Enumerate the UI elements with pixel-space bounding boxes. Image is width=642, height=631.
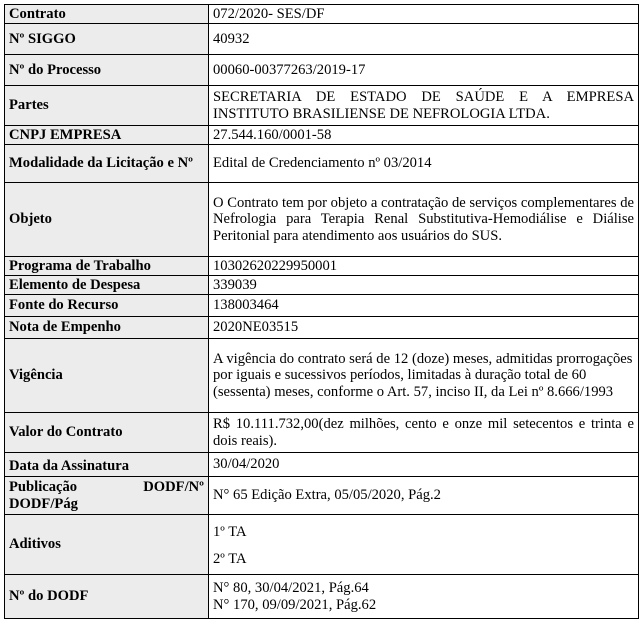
value-aditivos: [209, 515, 639, 575]
row-publicacao: [5, 477, 639, 515]
row-processo: [5, 55, 639, 86]
label-programa: Programa de Trabalho: [5, 257, 209, 276]
value-processo: 00060-00377263/2019-17: [209, 55, 639, 86]
value-fonte: 138003464: [209, 295, 639, 317]
value-vigencia: A vigência do contrato será de 12 (doze) meses, admitidas prorrogações por iguais e sucessivos períodos, limitadas à duração total de 60 (sessenta) meses, conforme o Art. 57, inciso II, da Lei nº 8.666/1993: [209, 339, 639, 413]
value-publicacao: N° 65 Edição Extra, 05/05/2020, Pág.2: [209, 477, 639, 515]
value-cnpj: 27.544.160/0001-58: [209, 126, 639, 145]
publicacao-label-b: DODF/Nº: [143, 479, 204, 495]
label-contrato: Contrato: [5, 5, 209, 24]
row-elemento: [5, 276, 639, 295]
aditivo-item: 1º TA: [213, 524, 247, 540]
row-fonte: [5, 295, 639, 317]
value-objeto: O Contrato tem por objeto a contratação de serviços complementares de Nefrologia para Terapia Renal Substitutiva-Hemodiálise e Diálise Peritonial para atendimento aos usuários do SUS.: [209, 183, 639, 257]
contract-summary-table: [4, 4, 639, 619]
row-modalidade: [5, 145, 639, 183]
label-dodf: Nº do DODF: [5, 575, 209, 619]
publicacao-label-line: [9, 479, 204, 496]
aditivo-item: 2º TA: [213, 550, 247, 567]
value-valor: R$ 10.111.732,00(dez milhões, cento e onze mil setecentos e trinta e dois reais).: [209, 413, 639, 453]
row-assinatura: [5, 453, 639, 477]
publicacao-label-c: DODF/Pág: [9, 495, 78, 512]
row-valor: [5, 413, 639, 453]
label-partes: Partes: [5, 86, 209, 126]
value-dodf: [209, 575, 639, 619]
label-modalidade: Modalidade da Licitação e Nº: [5, 145, 209, 183]
label-objeto: Objeto: [5, 183, 209, 257]
label-elemento: Elemento de Despesa: [5, 276, 209, 295]
value-contrato: 072/2020- SES/DF: [209, 5, 639, 24]
label-empenho: Nota de Empenho: [5, 317, 209, 339]
row-dodf: [5, 575, 639, 619]
row-siggo: [5, 24, 639, 55]
label-aditivos: Aditivos: [5, 515, 209, 575]
row-aditivos: [5, 515, 639, 575]
row-partes: [5, 86, 639, 126]
value-modalidade: Edital de Credenciamento nº 03/2014: [209, 145, 639, 183]
label-valor: Valor do Contrato: [5, 413, 209, 453]
row-objeto: [5, 183, 639, 257]
value-siggo: 40932: [209, 24, 639, 55]
value-assinatura: 30/04/2020: [209, 453, 639, 477]
row-vigencia: [5, 339, 639, 413]
aditivo-spacer: [213, 541, 634, 551]
label-assinatura: Data da Assinatura: [5, 453, 209, 477]
label-cnpj: CNPJ EMPRESA: [5, 126, 209, 145]
value-partes: SECRETARIA DE ESTADO DE SAÚDE E A EMPRESA INSTITUTO BRASILIENSE DE NEFROLOGIA LTDA.: [209, 86, 639, 126]
dodf-item: N° 80, 30/04/2021, Pág.64: [213, 580, 369, 596]
label-siggo: Nº SIGGO: [5, 24, 209, 55]
row-empenho: [5, 317, 639, 339]
label-publicacao: [5, 477, 209, 515]
value-empenho: 2020NE03515: [209, 317, 639, 339]
label-vigencia: Vigência: [5, 339, 209, 413]
row-cnpj: [5, 126, 639, 145]
publicacao-label-a: Publicação: [9, 479, 78, 495]
label-processo: Nº do Processo: [5, 55, 209, 86]
row-programa: [5, 257, 639, 276]
row-contrato: [5, 5, 639, 24]
label-fonte: Fonte do Recurso: [5, 295, 209, 317]
value-programa: 10302620229950001: [209, 257, 639, 276]
value-elemento: 339039: [209, 276, 639, 295]
dodf-item: N° 170, 09/09/2021, Pág.62: [213, 596, 377, 613]
